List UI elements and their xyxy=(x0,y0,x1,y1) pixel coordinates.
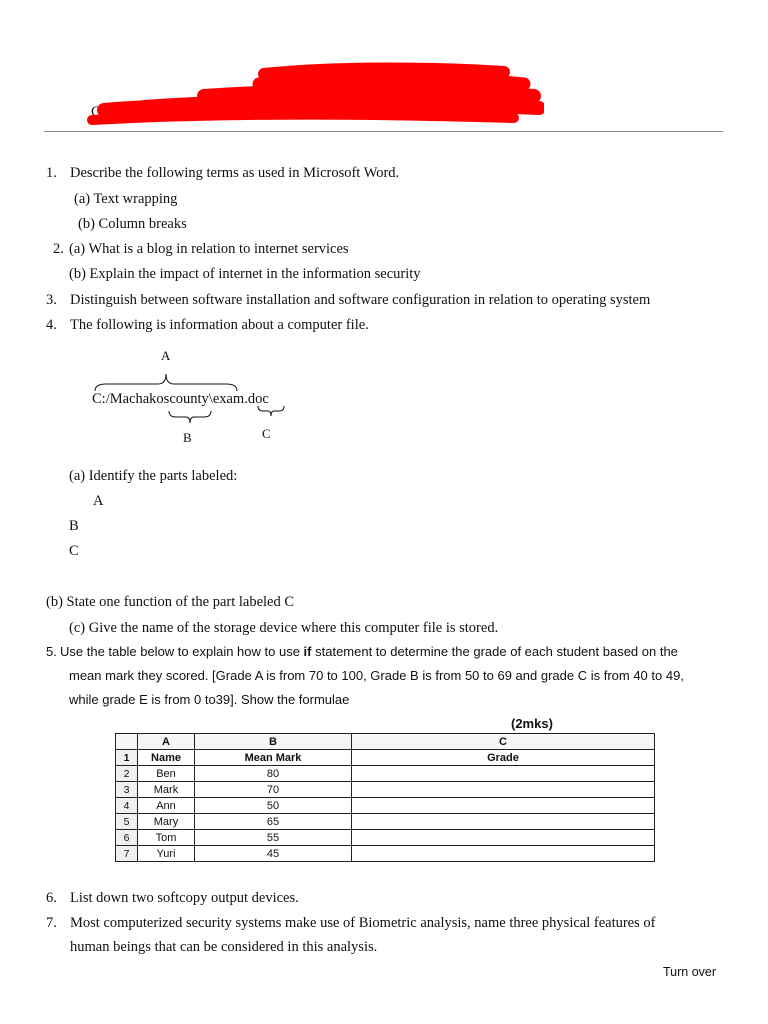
corner-cell xyxy=(116,734,138,750)
q5-line1-if: if xyxy=(303,644,312,659)
brace-b xyxy=(168,410,212,424)
q4-number: 4. xyxy=(46,317,57,333)
q7-line2: human beings that can be considered in this analysis. xyxy=(70,939,378,955)
q6-text: List down two softcopy output devices. xyxy=(70,890,299,906)
table-row xyxy=(116,750,655,766)
table-row xyxy=(116,814,655,830)
q5-line1-pre: Use the table below to explain how to use xyxy=(60,644,304,659)
redaction-mark xyxy=(84,62,544,128)
q4-text: The following is information about a computer file. xyxy=(70,317,369,333)
name-cell: Mark xyxy=(138,782,195,798)
grade-cell xyxy=(352,830,655,846)
q7-number: 7. xyxy=(46,915,57,931)
mark-cell: 55 xyxy=(195,830,352,846)
table-row xyxy=(116,798,655,814)
name-cell: Mary xyxy=(138,814,195,830)
row-number: 6 xyxy=(116,830,138,846)
q6-number: 6. xyxy=(46,890,57,906)
mark-cell: 65 xyxy=(195,814,352,830)
q2-part-b: (b) Explain the impact of internet in the information security xyxy=(69,266,421,282)
file-path: C:/Machakoscounty\exam.doc xyxy=(92,391,269,407)
grade-cell xyxy=(352,846,655,862)
q4-part-c: (c) Give the name of the storage device where this computer file is stored. xyxy=(69,620,499,636)
q1-part-b: (b) Column breaks xyxy=(78,216,187,232)
table-row xyxy=(116,766,655,782)
q4-answer-label-c: C xyxy=(69,543,79,559)
q5-line1-post: statement to determine the grade of each student based on the xyxy=(311,644,678,659)
column-header-c: C xyxy=(352,734,655,750)
row-number: 5 xyxy=(116,814,138,830)
q4-answer-label-a: A xyxy=(93,493,104,509)
grade-header: Grade xyxy=(352,750,655,766)
row-number: 7 xyxy=(116,846,138,862)
q7-line1: Most computerized security systems make use of Biometric analysis, name three physical features of xyxy=(70,915,656,931)
name-header: Name xyxy=(138,750,195,766)
mark-cell: 50 xyxy=(195,798,352,814)
table-row xyxy=(116,846,655,862)
q2-part-a: (a) What is a blog in relation to internet services xyxy=(69,241,349,257)
q4-part-a: (a) Identify the parts labeled: xyxy=(69,468,238,484)
q3-number: 3. xyxy=(46,292,57,308)
turn-over-note: Turn over xyxy=(663,965,717,979)
row-number: 3 xyxy=(116,782,138,798)
grade-cell xyxy=(352,782,655,798)
grade-cell xyxy=(352,814,655,830)
q1-text: Describe the following terms as used in Microsoft Word. xyxy=(70,165,400,181)
header-initial: C xyxy=(91,104,101,120)
name-cell: Ben xyxy=(138,766,195,782)
row-number: 4 xyxy=(116,798,138,814)
q1-part-a: (a) Text wrapping xyxy=(74,191,178,207)
name-cell: Ann xyxy=(138,798,195,814)
table-row xyxy=(116,830,655,846)
q5-line1 xyxy=(60,644,678,659)
q5-number: 5. xyxy=(46,644,57,659)
grade-cell xyxy=(352,798,655,814)
q2-number: 2. xyxy=(53,241,64,257)
column-header-row xyxy=(116,734,655,750)
column-header-a: A xyxy=(138,734,195,750)
q4-answer-label-b: B xyxy=(69,518,79,534)
table-row xyxy=(116,782,655,798)
figure-label-c: C xyxy=(262,426,271,441)
figure-label-b: B xyxy=(183,430,192,445)
q1-number: 1. xyxy=(46,165,57,181)
q5-marks: (2mks) xyxy=(511,716,553,731)
spreadsheet-table xyxy=(115,733,655,862)
row-number: 2 xyxy=(116,766,138,782)
mark-cell: 45 xyxy=(195,846,352,862)
brace-c xyxy=(257,405,285,417)
mean-mark-header: Mean Mark xyxy=(195,750,352,766)
column-header-b: B xyxy=(195,734,352,750)
q5-line2: mean mark they scored. [Grade A is from 70 to 100, Grade B is from 50 to 69 and grade C is from 40 to 49, xyxy=(69,668,684,683)
name-cell: Tom xyxy=(138,830,195,846)
q3-text: Distinguish between software installation and software configuration in relation to operating system xyxy=(70,292,651,308)
row-number: 1 xyxy=(116,750,138,766)
name-cell: Yuri xyxy=(138,846,195,862)
q5-line3: while grade E is from 0 to39]. Show the formulae xyxy=(69,692,350,707)
mark-cell: 70 xyxy=(195,782,352,798)
grade-cell xyxy=(352,766,655,782)
header-rule xyxy=(44,131,723,132)
q4-part-b: (b) State one function of the part labeled C xyxy=(46,594,295,610)
figure-label-a: A xyxy=(161,348,171,363)
brace-a xyxy=(94,372,238,392)
mark-cell: 80 xyxy=(195,766,352,782)
